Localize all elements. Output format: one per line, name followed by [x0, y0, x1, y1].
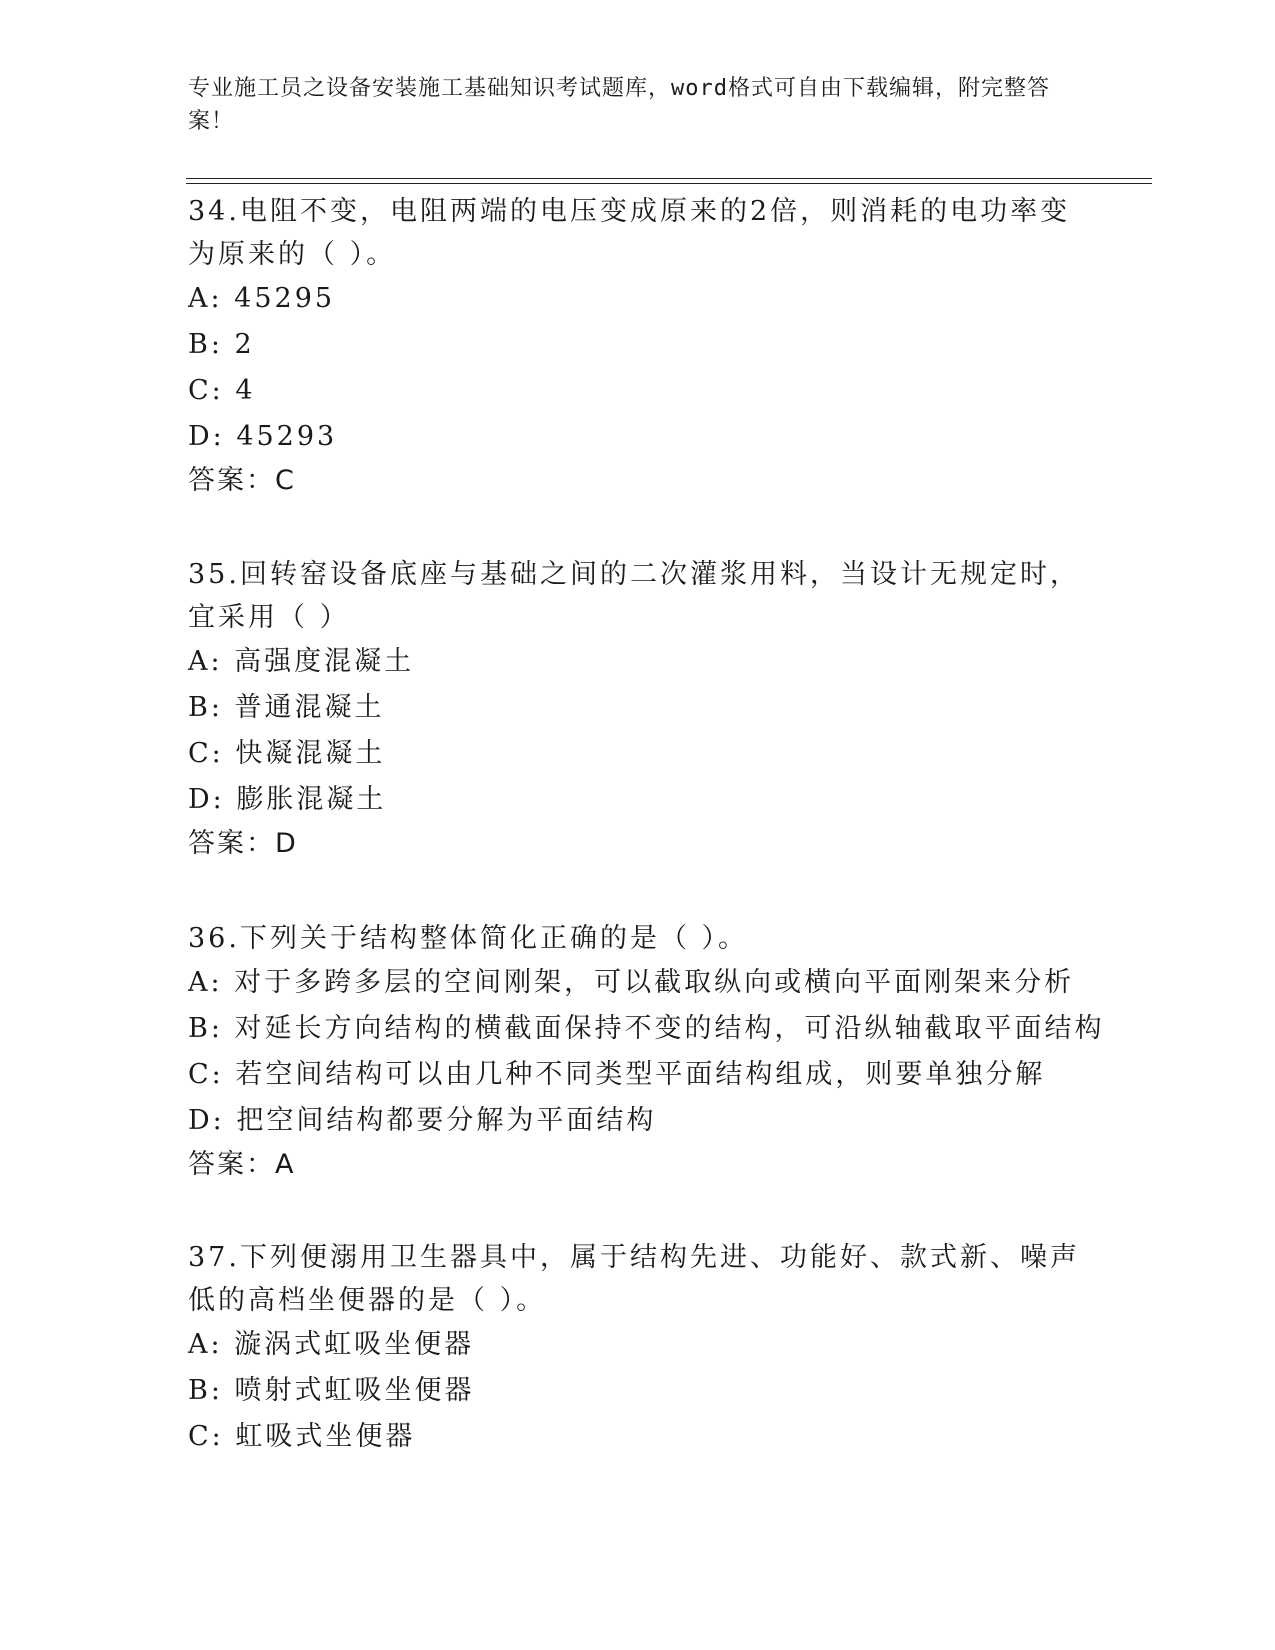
option-c: C: 4	[188, 375, 256, 406]
question-stem: 34.电阻不变，电阻两端的电压变成原来的2倍，则消耗的电功率变为原来的（ ）。	[188, 196, 1071, 270]
option-b: B: 普通混凝土	[188, 692, 385, 723]
option-d: D: 45293	[188, 421, 338, 452]
question-34	[188, 190, 1088, 502]
option-a: A: 高强度混凝土	[188, 646, 415, 677]
option-a: A: 漩涡式虹吸坐便器	[188, 1329, 475, 1360]
question-35	[188, 553, 1088, 865]
question-answer: 答案：C	[188, 465, 296, 496]
option-a: A: 45295	[188, 283, 336, 314]
question-36	[188, 917, 1105, 1186]
header-divider-top	[186, 178, 1152, 179]
option-c: C: 快凝混凝土	[188, 738, 386, 769]
option-d: D: 把空间结构都要分解为平面结构	[188, 1105, 657, 1136]
question-answer: 答案：D	[188, 828, 298, 859]
option-d: D: 膨胀混凝土	[188, 784, 387, 815]
document-header: 专业施工员之设备安装施工基础知识考试题库，word格式可自由下载编辑，附完整答案！	[188, 76, 1050, 134]
question-answer: 答案：A	[188, 1149, 296, 1180]
question-stem: 35.回转窑设备底座与基础之间的二次灌浆用料，当设计无规定时，宜采用（ ）	[188, 559, 1080, 633]
question-stem: 37.下列便溺用卫生器具中，属于结构先进、功能好、款式新、噪声低的高档坐便器的是（ ）。	[188, 1242, 1080, 1316]
option-b: B: 2	[188, 329, 255, 360]
option-c: C: 若空间结构可以由几种不同类型平面结构组成，则要单独分解	[188, 1059, 1046, 1090]
question-stem: 36.下列关于结构整体简化正确的是（ ）。	[188, 923, 749, 954]
question-37	[188, 1236, 1088, 1460]
header-divider-bottom	[186, 183, 1152, 184]
option-a: A: 对于多跨多层的空间刚架，可以截取纵向或横向平面刚架来分析	[188, 967, 1075, 998]
option-c: C: 虹吸式坐便器	[188, 1421, 416, 1452]
option-b: B: 喷射式虹吸坐便器	[188, 1375, 475, 1406]
option-b: B: 对延长方向结构的横截面保持不变的结构，可沿纵轴截取平面结构	[188, 1013, 1105, 1044]
